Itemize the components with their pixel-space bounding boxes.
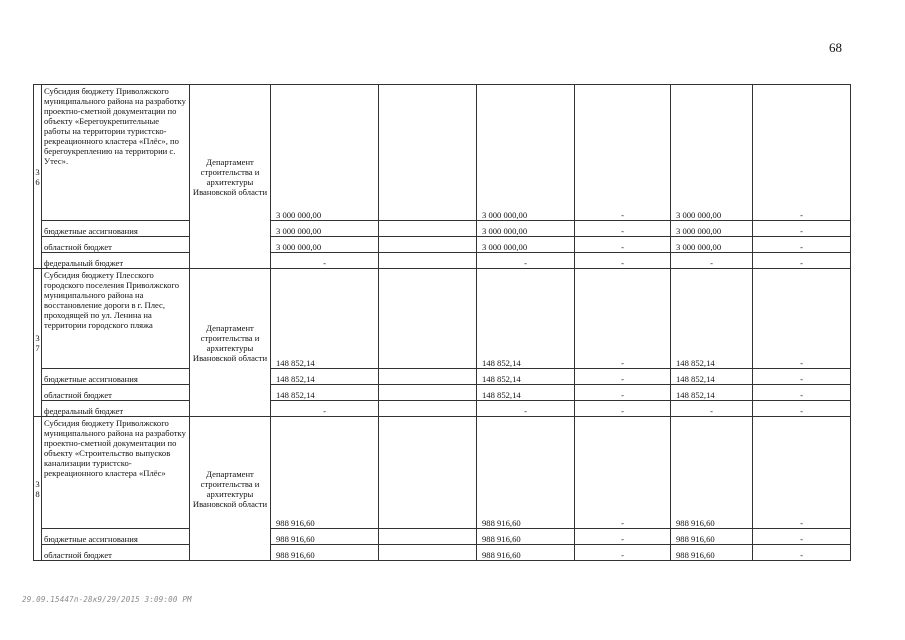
empty-cell [379, 253, 477, 269]
row-description: Субсидия бюджету Плесского городского поселения Приволжского муниципального района на восстановление дороги в г. Плес, проходящей по ул. Ленина на территории городского пляжа [42, 269, 190, 369]
table-row [34, 237, 851, 253]
amount-total: 3 000 000,00 [271, 85, 379, 221]
amount-cell: 148 852,14 [671, 369, 753, 385]
dash-cell: - [575, 221, 671, 237]
empty-cell [379, 237, 477, 253]
empty-cell [379, 417, 477, 529]
empty-cell [379, 369, 477, 385]
amount-cell: 148 852,14 [671, 385, 753, 401]
table-row [34, 253, 851, 269]
dash-cell: - [671, 253, 753, 269]
empty-cell [379, 85, 477, 221]
dash-cell: - [575, 545, 671, 561]
page-number: 68 [829, 40, 842, 55]
amount-total: 148 852,14 [271, 269, 379, 369]
federal-budget-label: федеральный бюджет [42, 253, 190, 269]
amount-cell: 148 852,14 [271, 369, 379, 385]
dash-cell: - [575, 401, 671, 417]
budget-allocations-label: бюджетные ассигнования [42, 529, 190, 545]
amount-cell: 988 916,60 [271, 529, 379, 545]
dash-cell: - [753, 529, 851, 545]
amount-cell: 988 916,60 [271, 545, 379, 561]
row-description: Субсидия бюджету Приволжского муниципального района на разработку проектно-сметной документации по объекту «Строительство выпусков канализации туристско-рекреационного кластера «Плёс» [42, 417, 190, 529]
amount-total: 988 916,60 [271, 417, 379, 529]
row-number: 3 6 [34, 85, 42, 269]
amount-cell: 988 916,60 [671, 545, 753, 561]
amount-cell: 3 000 000,00 [271, 221, 379, 237]
amount-col: 3 000 000,00 [671, 85, 753, 221]
row-number: 3 7 [34, 269, 42, 417]
empty-cell [379, 385, 477, 401]
amount-cell: 148 852,14 [477, 369, 575, 385]
budget-table [33, 84, 851, 561]
dash-cell: - [575, 369, 671, 385]
dash-cell: - [753, 369, 851, 385]
dash-cell: - [753, 545, 851, 561]
dash-cell: - [753, 85, 851, 221]
dash-cell: - [271, 253, 379, 269]
amount-cell: 988 916,60 [477, 545, 575, 561]
dash-cell: - [575, 417, 671, 529]
table-row [34, 269, 851, 369]
dash-cell: - [753, 385, 851, 401]
empty-cell [379, 401, 477, 417]
table-row [34, 85, 851, 221]
dash-cell: - [753, 269, 851, 369]
dash-cell: - [477, 401, 575, 417]
amount-col: 988 916,60 [477, 417, 575, 529]
amount-col: 148 852,14 [671, 269, 753, 369]
amount-cell: 988 916,60 [671, 529, 753, 545]
amount-cell: 3 000 000,00 [671, 221, 753, 237]
amount-cell: 988 916,60 [477, 529, 575, 545]
dash-cell: - [575, 385, 671, 401]
table-row [34, 417, 851, 529]
dash-cell: - [575, 85, 671, 221]
dash-cell: - [271, 401, 379, 417]
row-number: 3 8 [34, 417, 42, 561]
table-row [34, 529, 851, 545]
regional-budget-label: областной бюджет [42, 385, 190, 401]
table-row [34, 545, 851, 561]
table-row [34, 401, 851, 417]
empty-cell [379, 529, 477, 545]
document-footer: 29.09.15447п-28к9/29/2015 3:09:00 PM [22, 595, 192, 604]
dash-cell: - [753, 253, 851, 269]
amount-col: 148 852,14 [477, 269, 575, 369]
dash-cell: - [753, 237, 851, 253]
regional-budget-label: областной бюджет [42, 545, 190, 561]
empty-cell [379, 221, 477, 237]
empty-cell [379, 269, 477, 369]
department-cell: Департамент строительства и архитектуры Ивановской области [190, 417, 271, 561]
regional-budget-label: областной бюджет [42, 237, 190, 253]
table-row [34, 385, 851, 401]
federal-budget-label: федеральный бюджет [42, 401, 190, 417]
amount-cell: 3 000 000,00 [271, 237, 379, 253]
amount-cell: 3 000 000,00 [671, 237, 753, 253]
amount-cell: 3 000 000,00 [477, 237, 575, 253]
dash-cell: - [753, 221, 851, 237]
department-cell: Департамент строительства и архитектуры Ивановской области [190, 85, 271, 269]
row-description: Субсидия бюджету Приволжского муниципального района на разработку проектно-сметной документации по объекту «Берегоукрепительные работы на территории туристско-рекреационного кластера «Плёс», по берегоукреплению на территории с. Утес». [42, 85, 190, 221]
dash-cell: - [753, 417, 851, 529]
department-cell: Департамент строительства и архитектуры Ивановской области [190, 269, 271, 417]
budget-allocations-label: бюджетные ассигнования [42, 221, 190, 237]
empty-cell [379, 545, 477, 561]
amount-col: 988 916,60 [671, 417, 753, 529]
table-row [34, 221, 851, 237]
dash-cell: - [753, 401, 851, 417]
amount-cell: 3 000 000,00 [477, 221, 575, 237]
dash-cell: - [575, 529, 671, 545]
dash-cell: - [575, 237, 671, 253]
dash-cell: - [575, 269, 671, 369]
budget-allocations-label: бюджетные ассигнования [42, 369, 190, 385]
table-row [34, 369, 851, 385]
dash-cell: - [671, 401, 753, 417]
amount-col: 3 000 000,00 [477, 85, 575, 221]
dash-cell: - [477, 253, 575, 269]
dash-cell: - [575, 253, 671, 269]
amount-cell: 148 852,14 [271, 385, 379, 401]
amount-cell: 148 852,14 [477, 385, 575, 401]
